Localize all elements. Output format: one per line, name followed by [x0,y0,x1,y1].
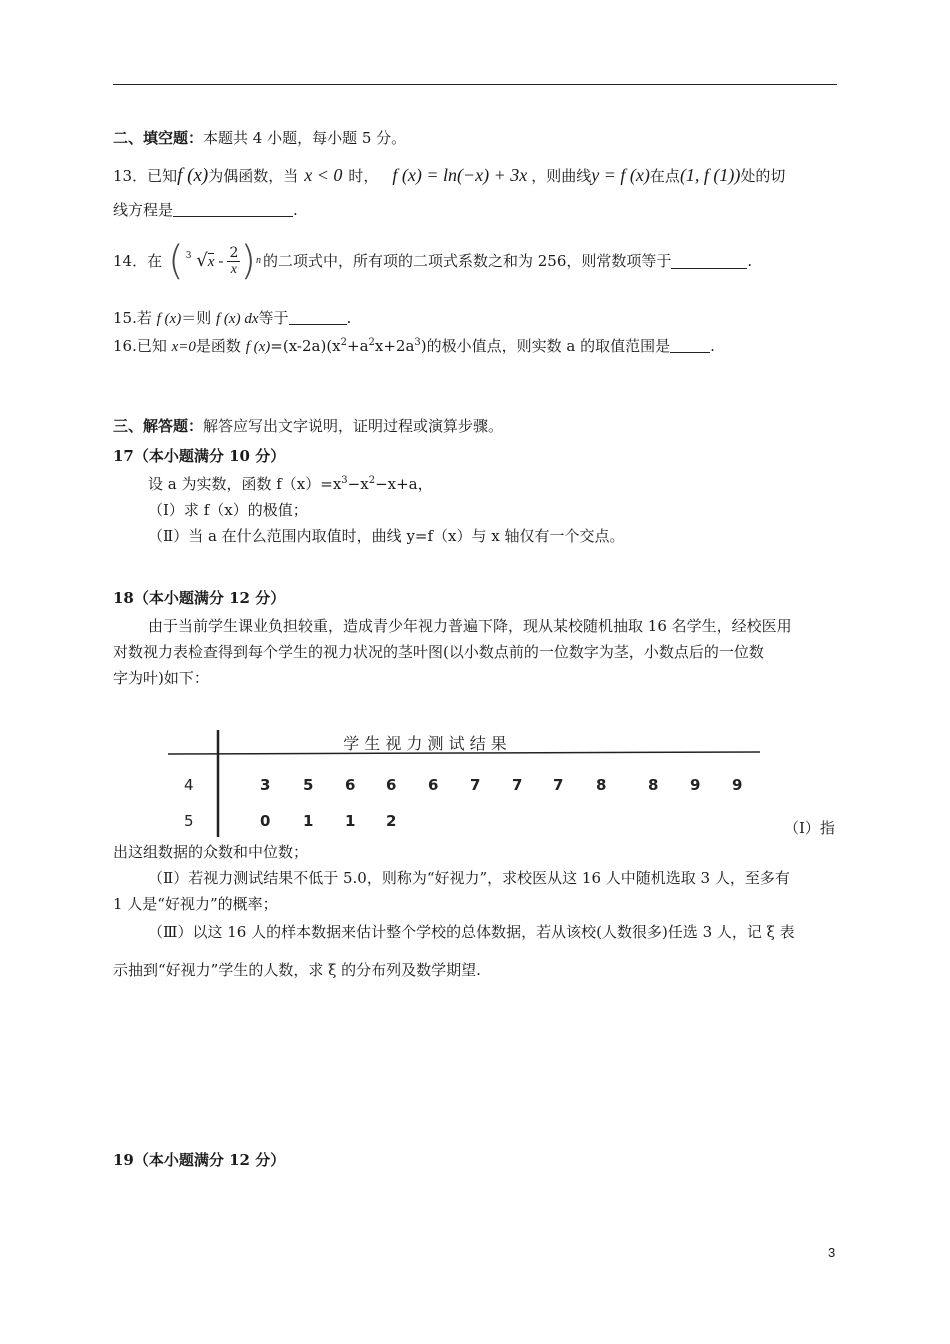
q18-part1b: 出这组数据的众数和中位数； [113,843,309,861]
q15-text2: 等于 [258,309,289,327]
plot-title: 学 生 视 力 测 试 结 果 [343,734,507,753]
leaf-4-6: 7 [512,776,523,794]
q14-fraction [227,245,240,278]
q13-formula: f (x) = ln(−x) + 3x [392,165,528,185]
q18-part2a: （Ⅱ）若视力测试结果不低于 5.0，则称为“好视力”，求校医从这 16 人中随机选取 3 人，至多有 [148,869,790,887]
q17-title: 17（本小题满分 10 分） [113,447,286,465]
q14-minus: - [218,252,224,270]
q13-answer-blank [173,202,293,217]
q13-line1 [113,165,785,186]
q17-line1: 设 a 为实数，函数 $f(x)=x^3-x^2-x+a$， [148,475,433,493]
q15-fx: f (x) [156,311,182,327]
q13-text4: 在点 [649,167,680,185]
q17-line1-a: 设 a 为实数，函数 f（x）=x [148,475,342,493]
q13-line2: 线方程是 . [113,201,298,219]
q13-text5: 处的切 [740,167,786,185]
stem-4: 4 [184,776,194,794]
q17-part1: （Ⅰ）求 f（x）的极值； [148,501,308,519]
leaf-4-2: 6 [345,776,356,794]
section2-line [113,128,406,148]
q15-text1: ＝则 [181,309,212,327]
section3-line [113,416,503,436]
leaf-4-5: 7 [470,776,481,794]
q14-answer-blank [671,254,747,269]
q15-answer-blank [289,310,347,325]
q18-part3a: （Ⅲ）以这 16 人的样本数据来估计整个学校的总体数据，若从该校(人数很多)任选 3 人，记 ξ 表 [148,923,795,941]
q16-line: 16.已知 x=0是函数 f $(x)=(x-2a)(x^2+a^2x+2a^3)$的极小值点，则实数 a 的取值范围是 . [113,337,715,355]
radical-icon: √ [196,249,208,271]
q13-fx: f (x) [177,165,209,186]
leaf-5-0: 0 [260,812,271,830]
q18-title: 18（本小题满分 12 分） [113,589,286,607]
q15-prefix: 15.若 [113,309,152,327]
q16-prefix: 16.已知 [113,337,167,355]
q14-text: 的二项式中，所有项的二项式系数之和为 256，则常数项等于 [262,252,672,270]
leaf-4-8: 8 [596,776,607,794]
q13-point: (1, f (1)) [679,165,741,185]
q16-answer-blank [670,338,710,353]
q13-text1: 为偶函数，当 [208,167,299,185]
q14-cube-root [186,251,215,272]
q13-text2: 时， [348,167,379,185]
q13-curve: y = f (x) [591,165,650,185]
leaf-5-3: 2 [386,812,397,830]
q13-text3: ，则曲线 [531,167,592,185]
leaf-5-1: 1 [303,812,314,830]
page-number: 3 [828,1245,836,1260]
q19-title: 19（本小题满分 12 分） [113,1151,286,1169]
leaf-4-1: 5 [303,776,314,794]
leaf-4-10: 9 [690,776,701,794]
q16-expr: =(x-2a)(x [270,337,341,355]
section2-desc: 本题共 4 小题，每小题 5 分。 [203,129,407,147]
leaf-4-9: 8 [648,776,659,794]
q16-text2: 的极小值点，则实数 a 的取值范围是 [426,337,671,355]
section3-desc: 解答应写出文字说明，证明过程或演算步骤。 [203,417,504,435]
header-rule [113,84,837,85]
section2-heading: 二、填空题： [113,129,204,147]
q18-p3: 字为叶)如下： [113,669,209,687]
q16-condition: x=0 [171,339,196,355]
q18-p2: 对数视力表检查得到每个学生的视力状况的茎叶图(以小数点前的一位数字为茎，小数点后的一位数 [113,643,764,661]
leaf-4-3: 6 [386,776,397,794]
q14-frac-den: x [230,261,238,277]
q15-line: 15.若 f (x)＝则 f (x) dx等于 . [113,309,352,327]
q16-fx: f (x) [245,339,271,355]
q17-line1-c: −x+a， [375,475,433,493]
q13-prefix: 13．已知 [113,167,178,185]
q14-left-paren: ( [168,238,184,284]
q14-frac-num: 2 [229,244,239,261]
q14-right-paren: ) [240,238,256,284]
q18-part1a: （Ⅰ）指 [784,819,835,837]
q14-radicand: x [207,253,215,270]
q18-part3b: 示抽到“好视力”学生的人数，求 ξ 的分布列及数学期望. [113,961,481,979]
leaf-4-0: 3 [260,776,271,794]
stem-leaf-plot [160,722,780,842]
leaf-4-7: 7 [553,776,564,794]
leaf-4-4: 6 [428,776,439,794]
q18-part2b: 1 人是“好视力”的概率； [113,895,278,913]
q17-line1-b: −x [347,475,369,493]
q13-line2-text: 线方程是 [113,201,174,219]
q14-root-index: 3 [185,250,192,261]
section3-heading: 三、解答题： [113,417,204,435]
q15-integrand: f (x) dx [216,311,259,327]
q14-prefix: 14．在 [113,252,163,270]
q14-line: 14．在 ( $^3$ √x - $\frac{2}{x}$ ) n 的二项式中，所有项的二项式系数之和为 256，则常数项等于 . [113,238,753,284]
stem-5: 5 [184,812,194,830]
leaf-4-11: 9 [732,776,743,794]
q16-text1: 是函数 [195,337,241,355]
q13-condition: x < 0 [304,165,343,185]
q18-p1: 由于当前学生课业负担较重，造成青少年视力普遍下降，现从某校随机抽取 16 名学生，经校医用 [148,617,792,635]
leaf-5-2: 1 [345,812,356,830]
q17-part2: （Ⅱ）当 a 在什么范围内取值时，曲线 y=f（x）与 x 轴仅有一个交点。 [148,527,625,545]
